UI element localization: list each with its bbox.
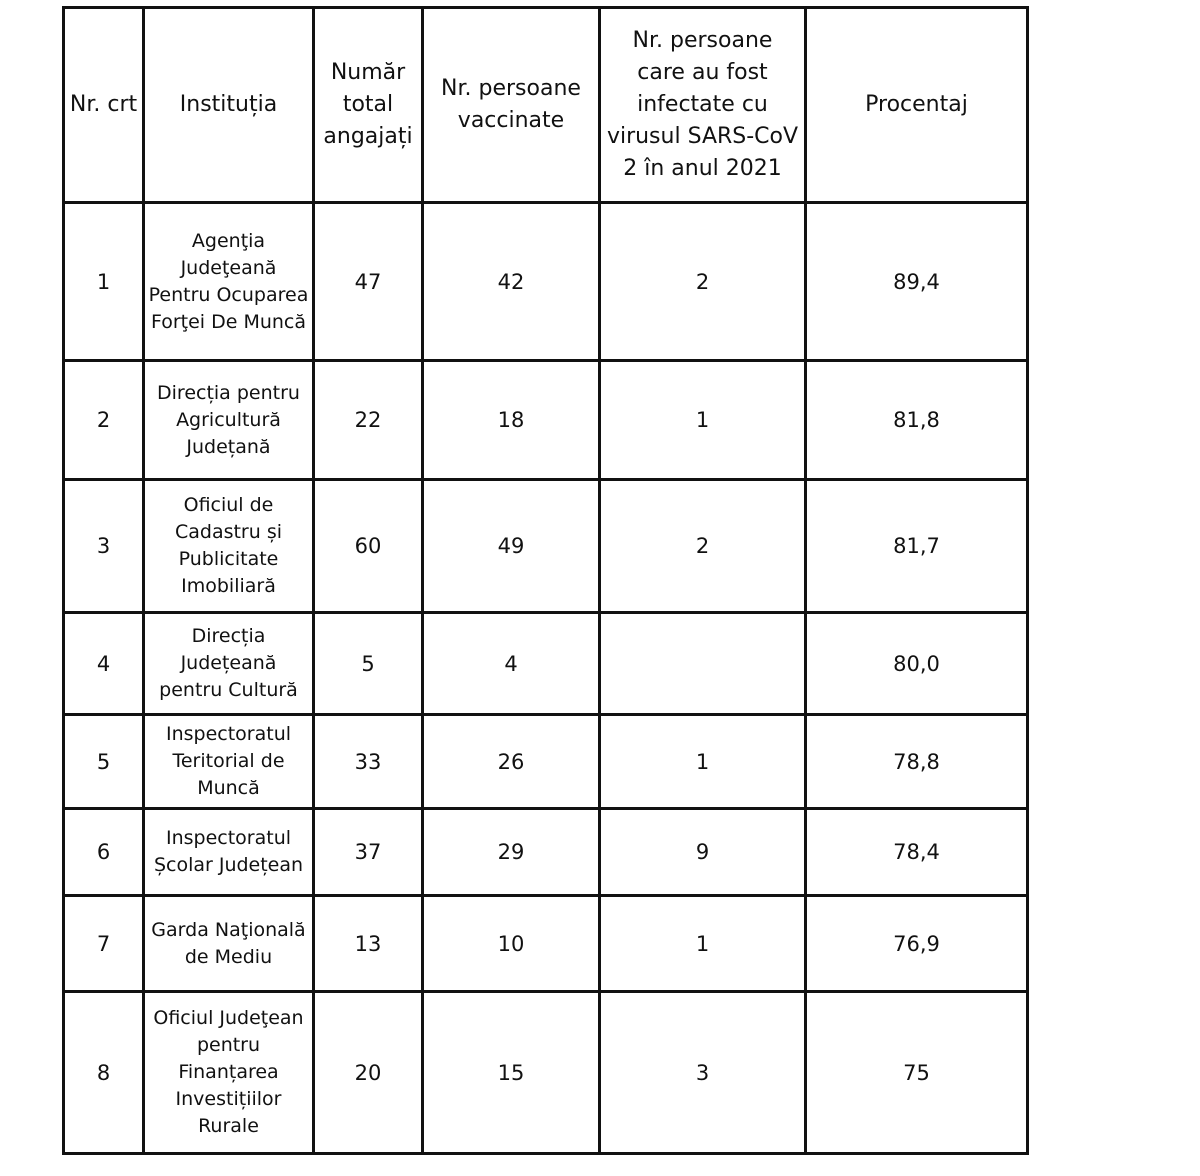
table-row — [64, 613, 1028, 715]
cell-vaccinate: 26 — [423, 715, 600, 809]
cell-total: 13 — [314, 896, 423, 992]
cell-nr: 5 — [64, 715, 144, 809]
cell-institutia: Direcția pentru Agricultură Județană — [144, 361, 314, 480]
cell-procentaj: 75 — [806, 992, 1028, 1154]
cell-total: 33 — [314, 715, 423, 809]
header-row — [64, 8, 1028, 203]
cell-procentaj: 78,8 — [806, 715, 1028, 809]
cell-total: 5 — [314, 613, 423, 715]
cell-infectate: 9 — [600, 809, 806, 896]
cell-infectate: 1 — [600, 715, 806, 809]
table-row — [64, 361, 1028, 480]
cell-vaccinate: 4 — [423, 613, 600, 715]
header-procentaj: Procentaj — [806, 8, 1028, 203]
cell-institutia: Oficiul de Cadastru și Publicitate Imobiliară — [144, 480, 314, 613]
cell-nr: 4 — [64, 613, 144, 715]
cell-infectate: 2 — [600, 480, 806, 613]
vaccination-table — [62, 6, 1029, 1155]
cell-institutia: Inspectoratul Teritorial de Muncă — [144, 715, 314, 809]
header-nr-crt: Nr. crt — [64, 8, 144, 203]
cell-infectate: 2 — [600, 203, 806, 361]
cell-procentaj: 81,7 — [806, 480, 1028, 613]
table-row — [64, 480, 1028, 613]
cell-procentaj: 78,4 — [806, 809, 1028, 896]
cell-nr: 6 — [64, 809, 144, 896]
cell-infectate: 1 — [600, 361, 806, 480]
cell-total: 20 — [314, 992, 423, 1154]
cell-nr: 1 — [64, 203, 144, 361]
table-row — [64, 715, 1028, 809]
table-row — [64, 203, 1028, 361]
cell-nr: 3 — [64, 480, 144, 613]
cell-vaccinate: 49 — [423, 480, 600, 613]
cell-vaccinate: 15 — [423, 992, 600, 1154]
cell-vaccinate: 10 — [423, 896, 600, 992]
cell-vaccinate: 29 — [423, 809, 600, 896]
table-row — [64, 992, 1028, 1154]
cell-institutia: Oficiul Judeţean pentru Finanțarea Investițiilor Rurale — [144, 992, 314, 1154]
cell-nr: 7 — [64, 896, 144, 992]
header-persoane-vaccinate: Nr. persoane vaccinate — [423, 8, 600, 203]
cell-procentaj: 76,9 — [806, 896, 1028, 992]
cell-procentaj: 81,8 — [806, 361, 1028, 480]
cell-total: 22 — [314, 361, 423, 480]
cell-vaccinate: 18 — [423, 361, 600, 480]
header-numar-total-angajati: Număr total angajați — [314, 8, 423, 203]
cell-infectate: 1 — [600, 896, 806, 992]
cell-nr: 8 — [64, 992, 144, 1154]
cell-institutia: Direcția Județeană pentru Cultură — [144, 613, 314, 715]
cell-total: 47 — [314, 203, 423, 361]
cell-institutia: Inspectoratul Școlar Județean — [144, 809, 314, 896]
cell-vaccinate: 42 — [423, 203, 600, 361]
table-row — [64, 809, 1028, 896]
cell-procentaj: 89,4 — [806, 203, 1028, 361]
cell-total: 60 — [314, 480, 423, 613]
cell-nr: 2 — [64, 361, 144, 480]
header-institutia: Instituția — [144, 8, 314, 203]
cell-procentaj: 80,0 — [806, 613, 1028, 715]
table-row — [64, 896, 1028, 992]
header-persoane-infectate: Nr. persoane care au fost infectate cu virusul SARS-CoV 2 în anul 2021 — [600, 8, 806, 203]
cell-infectate — [600, 613, 806, 715]
cell-infectate: 3 — [600, 992, 806, 1154]
cell-institutia: Garda Naţională de Mediu — [144, 896, 314, 992]
cell-total: 37 — [314, 809, 423, 896]
cell-institutia: Agenţia Judeţeană Pentru Ocuparea Forţei De Muncă — [144, 203, 314, 361]
